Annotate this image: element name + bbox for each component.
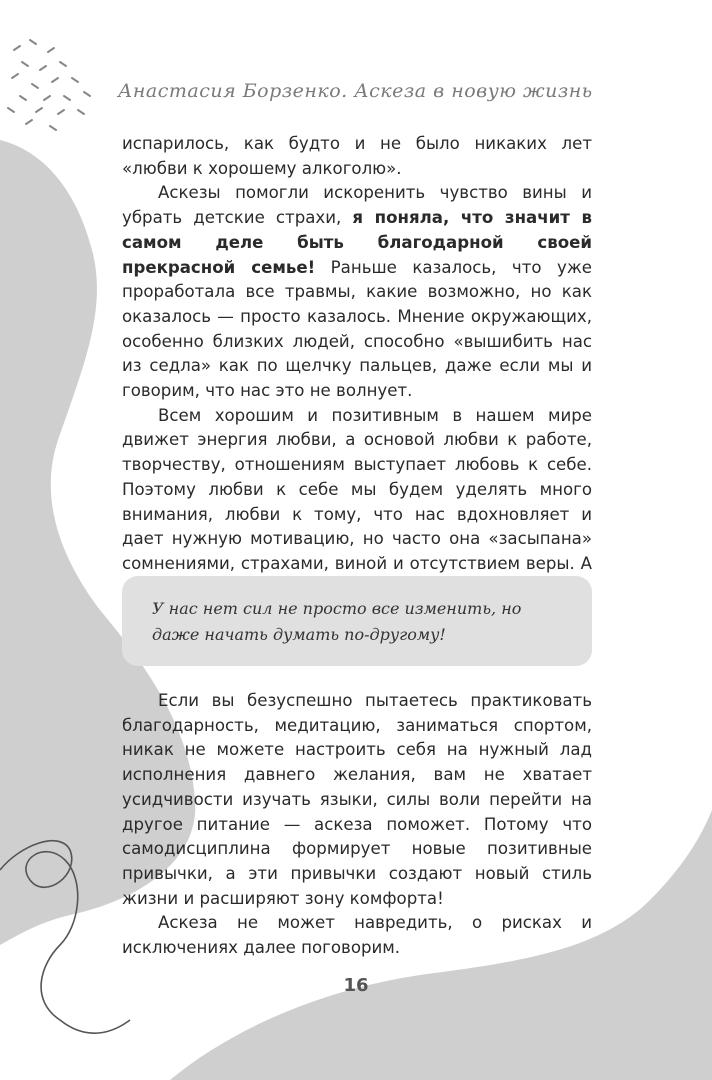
quote-box bbox=[122, 576, 592, 666]
paragraph-text: Аскезы помогли искоренить чувство вины и убрать детские страхи, bbox=[122, 183, 592, 228]
bold-emphasis: я поняла, что значит в самом деле быть благодарной своей прекрасной семье! bbox=[122, 208, 592, 277]
paragraph-continuation: испарилось, как будто и не было никаких лет «любви к хорошему алкоголю». bbox=[122, 134, 592, 178]
page-number: 16 bbox=[343, 975, 369, 996]
quote-text: У нас нет сил не просто все изменить, но даже начать думать по-другому! bbox=[152, 599, 522, 644]
paragraph-ascesis-helped bbox=[122, 181, 592, 403]
running-title: Анастасия Борзенко. Аскеза в новую жизнь bbox=[118, 80, 593, 102]
dot-sprinkle bbox=[8, 40, 90, 130]
paragraph-if-you-try: Если вы безуспешно пытаетесь практиковать благодарность, медитацию, заниматься спортом, никак не можете настроить себя на нужный лад исполнения давнего желания, вам не хватает усидчивости изучать языки, силы воли перейти на другое питание — аскеза поможет. Потому что самодисциплина формирует новые позитивные привычки, а эти привычки создают новый стиль жизни и расширяют зону комфорта! bbox=[122, 691, 592, 908]
text-block-top bbox=[122, 132, 592, 601]
paragraph-energy-of-love: Всем хорошим и позитивным в нашем мире движет энергия любви, а основой любви к работе, творчеству, отношениям выступает любовь к себе. Поэтому любви к себе мы будем уделять много внимания, любви к тому, что нас вдохновляет и дает нужную мотивацию, но часто она «засыпана» сомнениями, страхами, виной и отсутствием веры. А bbox=[122, 405, 592, 573]
paragraph-cannot-harm: Аскеза не может навредить, о рисках и исключениях далее поговорим. bbox=[122, 913, 592, 958]
text-block-bottom bbox=[122, 689, 592, 961]
paragraph-text: Раньше казалось, что уже проработала все травмы, какие возможно, но как оказалось — просто казалось. Мнение окружающих, особенно близких людей, способно «вышибить нас из седла» как по щелчку пальцев, даже если мы и говорим, что нас это не волнует. bbox=[122, 257, 592, 401]
